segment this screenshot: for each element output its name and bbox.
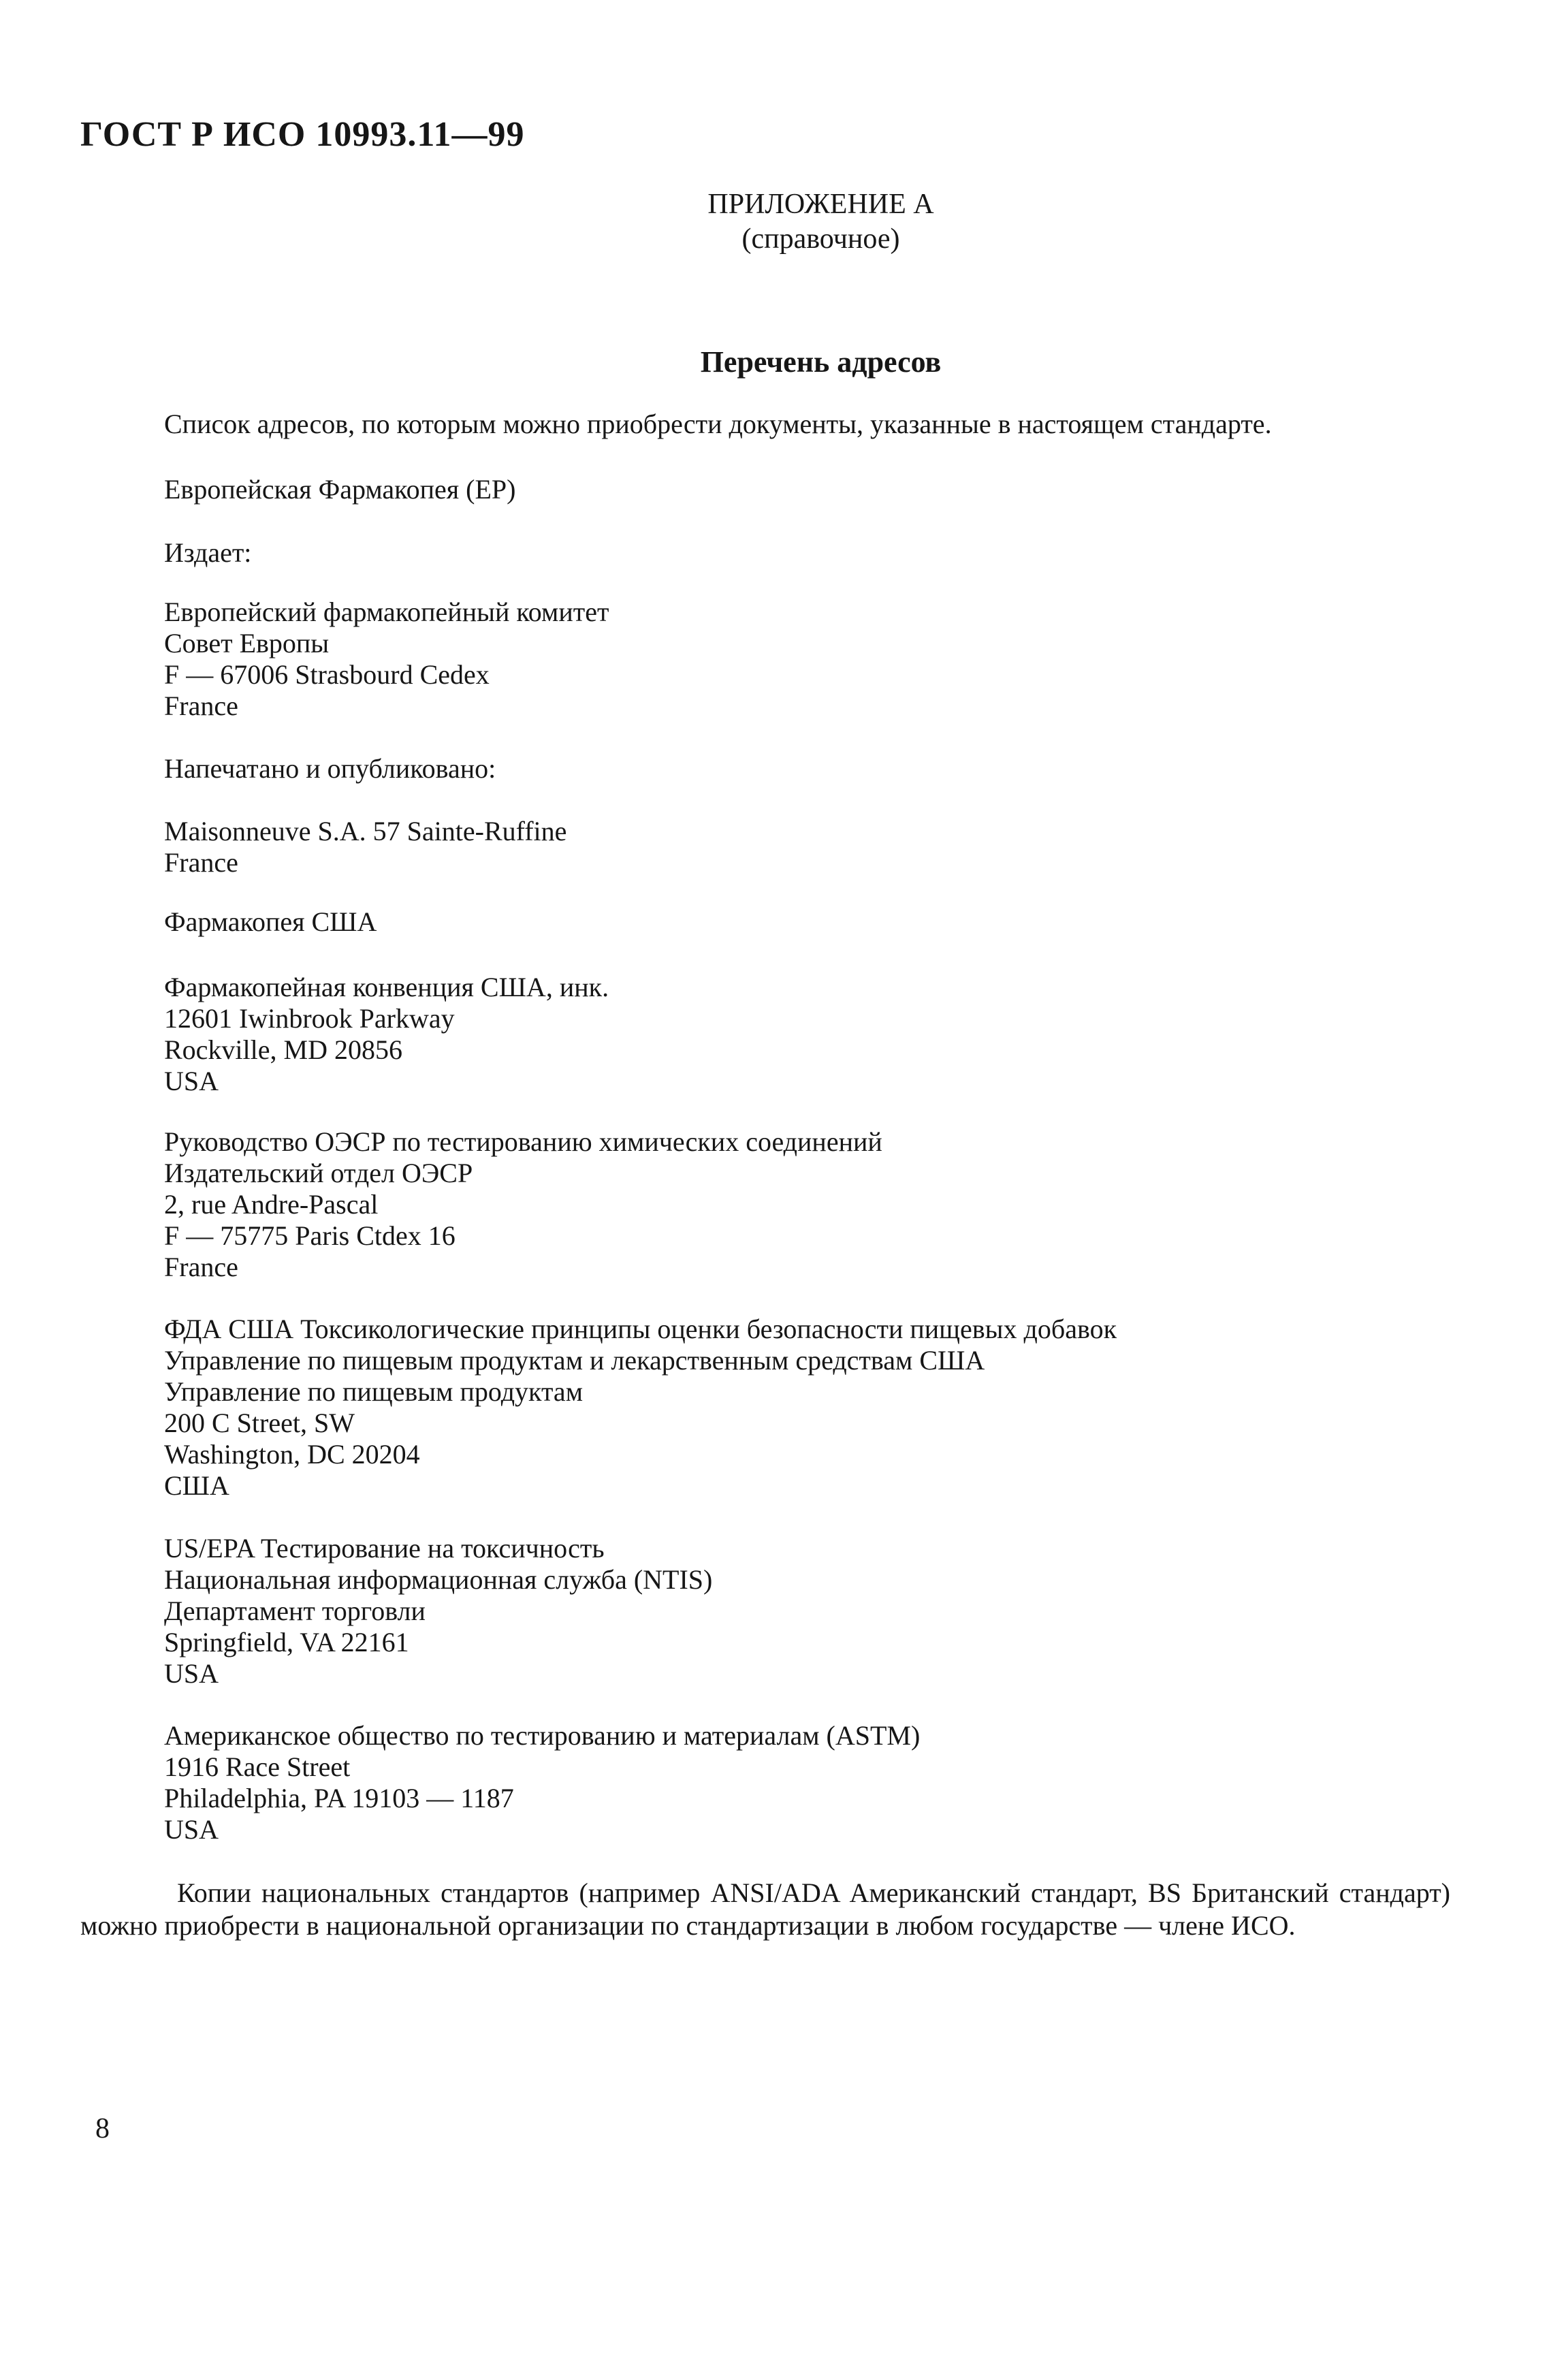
address-line: Руководство ОЭСР по тестированию химических соединений xyxy=(164,1126,882,1157)
oecd-address xyxy=(164,1126,882,1283)
address-line: US/EPA Тестирование на токсичность xyxy=(164,1533,605,1564)
address-line: Совет Европы xyxy=(164,628,330,659)
ep-publisher-label: Издает: xyxy=(164,537,252,568)
address-line: Maisonneuve S.A. 57 Sainte-Ruffine xyxy=(164,816,567,846)
address-line: Департамент торговли xyxy=(164,1596,426,1626)
fda-address xyxy=(164,1314,1117,1502)
address-line: 1916 Race Street xyxy=(164,1751,351,1782)
closing-note: Копии национальных стандартов (например ANSI/ADA Американский стандарт, BS Британский стандарт) можно приобрести в национальной организации по стандартизации в любом государстве — члене ИСО. xyxy=(80,1877,1450,1941)
intro-paragraph: Список адресов, по которым можно приобрести документы, указанные в настоящем стандарте. xyxy=(164,409,1272,439)
appendix-subtitle: (справочное) xyxy=(741,223,900,255)
address-line: Philadelphia, PA 19103 — 1187 xyxy=(164,1783,514,1813)
address-line: USA xyxy=(164,1658,219,1689)
address-line: Фармакопейная конвенция США, инк. xyxy=(164,972,609,1002)
address-line: France xyxy=(164,691,238,721)
standard-number: ГОСТ Р ИСО 10993.11—99 xyxy=(80,115,525,154)
address-line: F — 67006 Strasbourd Cedex xyxy=(164,659,490,690)
address-line: ФДА США Токсикологические принципы оценки безопасности пищевых добавок xyxy=(164,1314,1117,1344)
address-line: USA xyxy=(164,1814,219,1845)
address-line: Американское общество по тестированию и материалам (ASTM) xyxy=(164,1720,921,1751)
address-line: Springfield, VA 22161 xyxy=(164,1627,409,1657)
address-line: F — 75775 Paris Ctdex 16 xyxy=(164,1220,456,1251)
ep-printer-address xyxy=(164,816,566,878)
address-line: USA xyxy=(164,1066,219,1096)
usp-title: Фармакопея США xyxy=(164,906,377,937)
address-line: Европейский фармакопейный комитет xyxy=(164,597,609,627)
address-line: США xyxy=(164,1470,229,1501)
ep-title: Европейская Фармакопея (ЕР) xyxy=(164,474,516,505)
ep-printed-label: Напечатано и опубликовано: xyxy=(164,753,496,784)
address-line: 200 C Street, SW xyxy=(164,1408,355,1438)
address-line: Управление по пищевым продуктам xyxy=(164,1376,583,1407)
address-line: 12601 Iwinbrook Parkway xyxy=(164,1003,455,1034)
appendix-title: ПРИЛОЖЕНИЕ А xyxy=(707,189,934,220)
address-line: Washington, DC 20204 xyxy=(164,1439,420,1470)
astm-address xyxy=(164,1720,920,1845)
address-line: 2, rue Andre-Pascal xyxy=(164,1189,379,1220)
address-line: Rockville, MD 20856 xyxy=(164,1034,402,1065)
address-line: France xyxy=(164,1252,238,1282)
page-number: 8 xyxy=(95,2113,110,2144)
address-line: Управление по пищевым продуктам и лекарственным средствам США xyxy=(164,1345,985,1376)
epa-address xyxy=(164,1533,712,1689)
address-line: Издательский отдел ОЭСР xyxy=(164,1158,473,1188)
section-heading: Перечень адресов xyxy=(700,345,942,379)
usp-address xyxy=(164,972,609,1097)
address-line: France xyxy=(164,847,238,878)
address-line: Национальная информационная служба (NTIS) xyxy=(164,1564,713,1595)
ep-publisher-address xyxy=(164,597,609,722)
